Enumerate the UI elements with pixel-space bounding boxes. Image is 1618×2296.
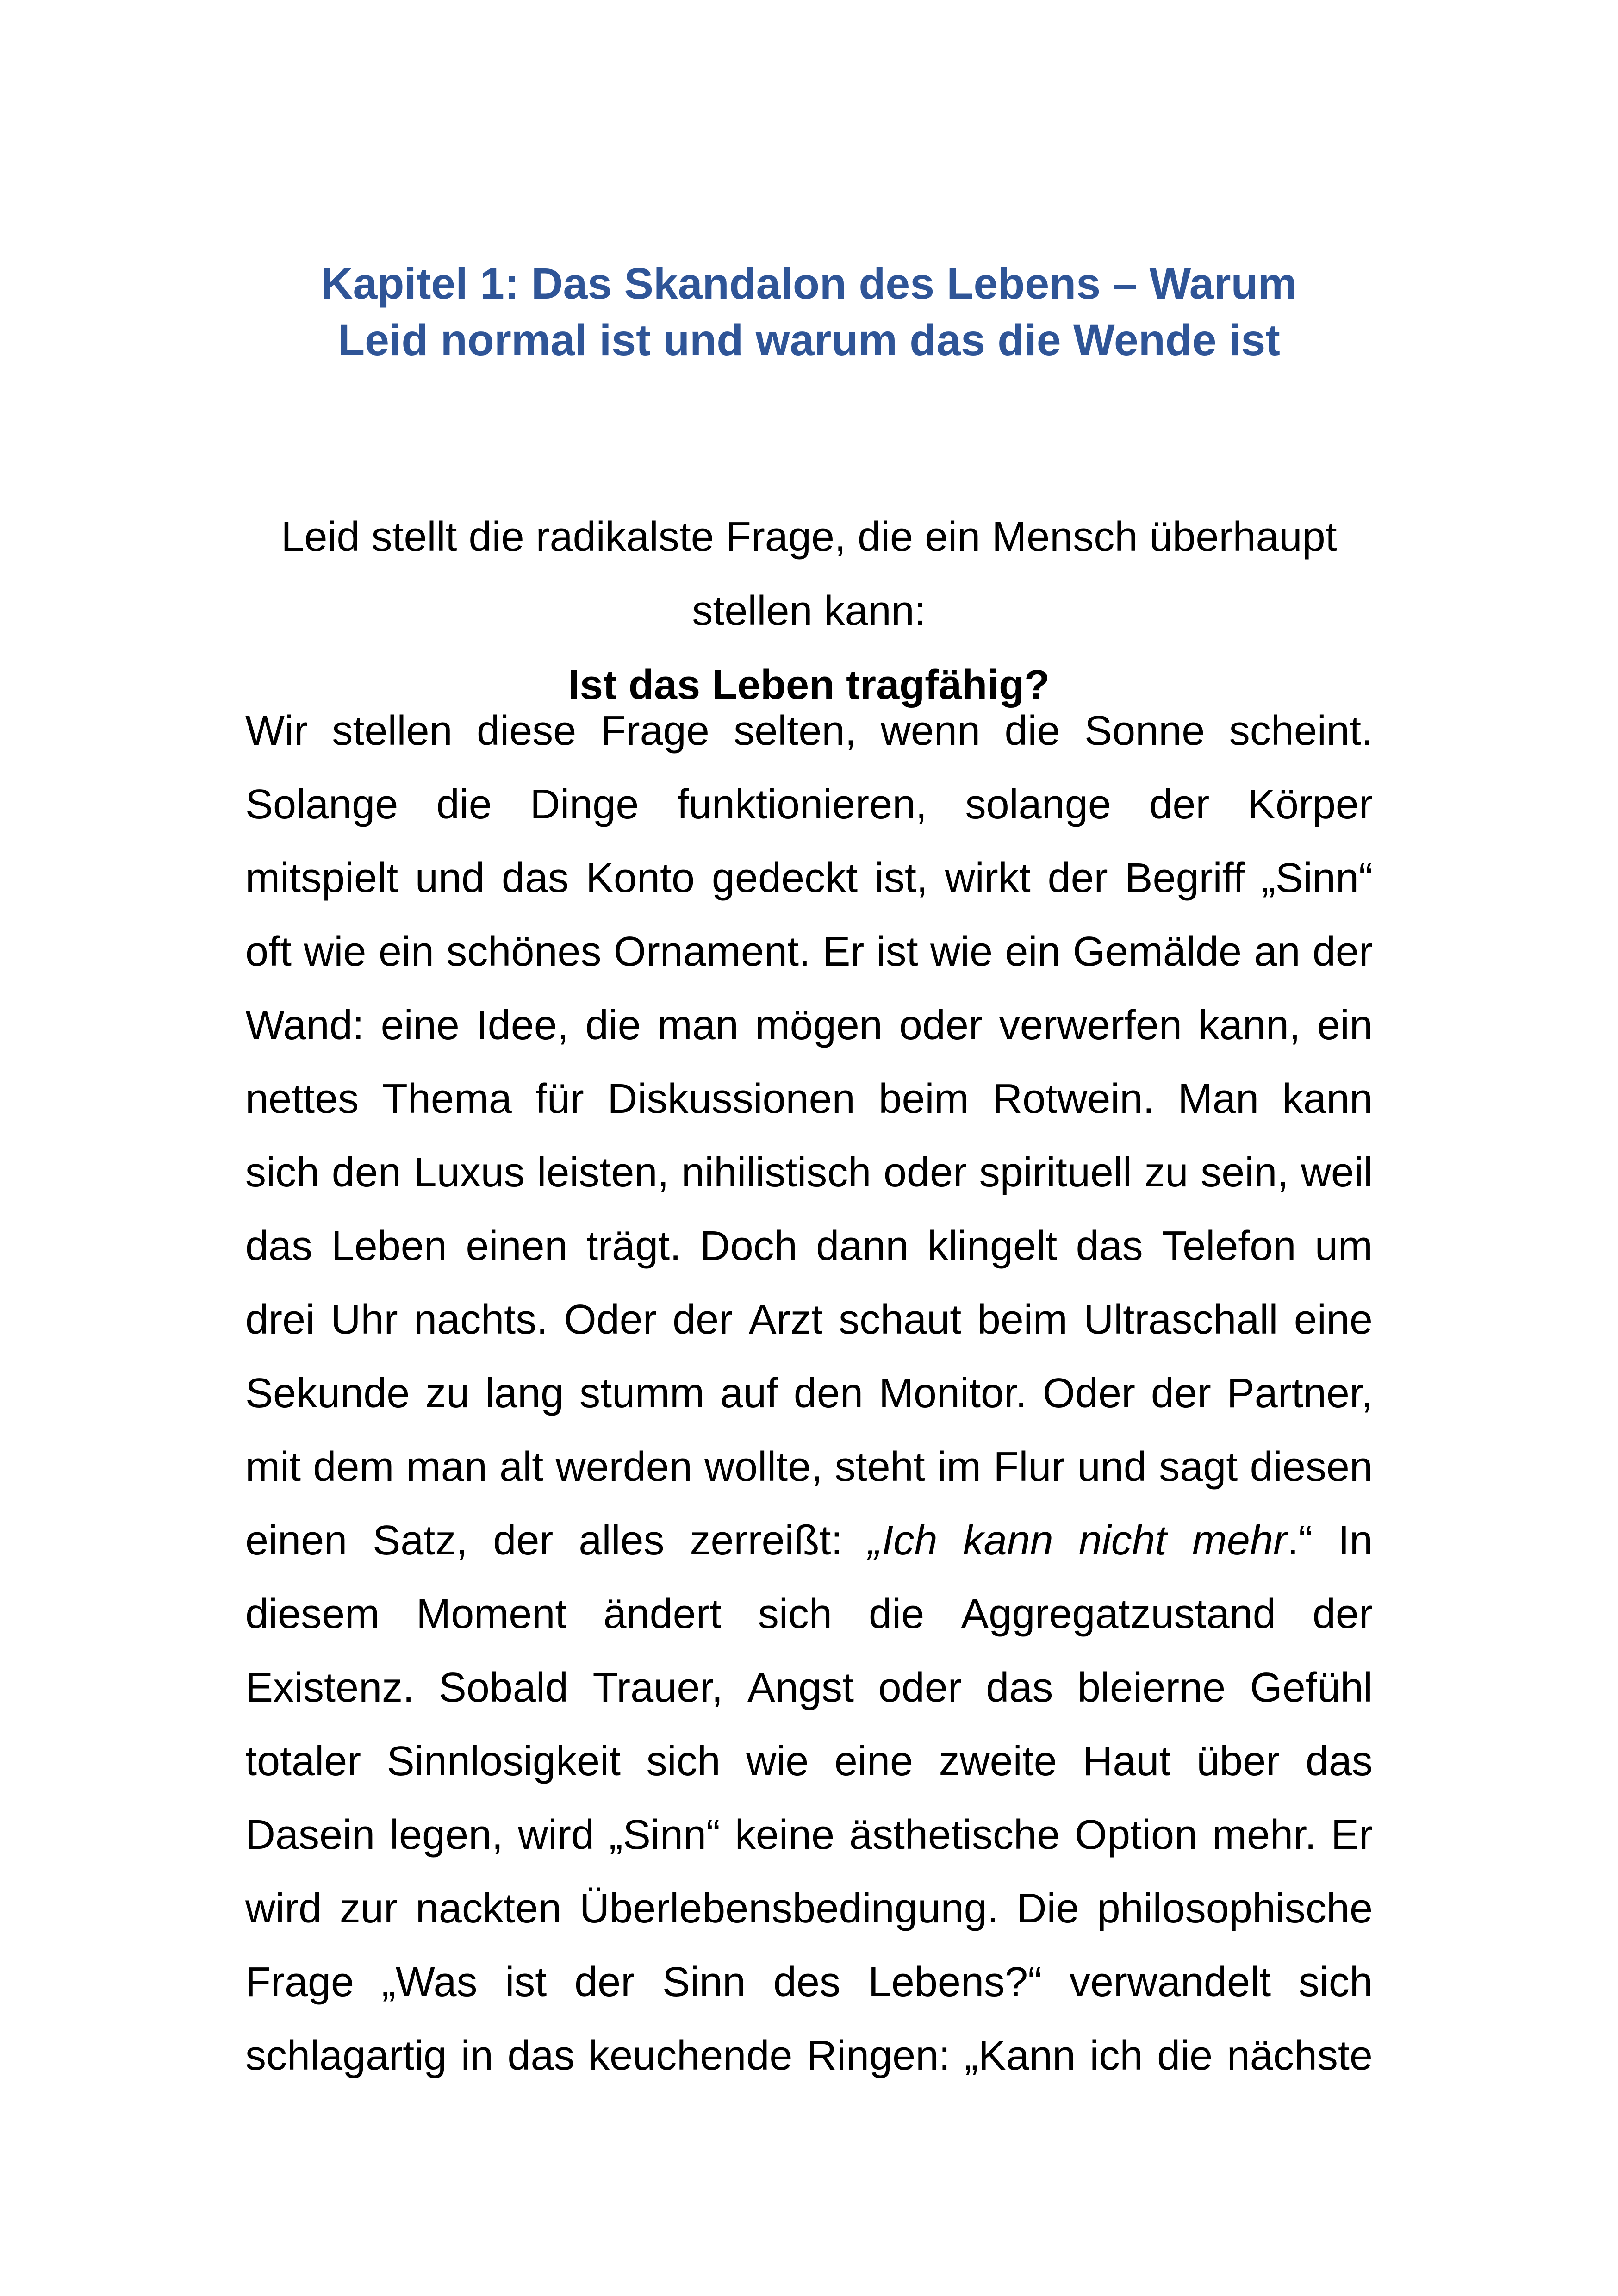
body-word: auf xyxy=(720,1370,778,1416)
body-word: Idee, xyxy=(476,1002,569,1048)
body-line xyxy=(245,694,1373,768)
body-line xyxy=(245,1430,1373,1504)
body-word: Frage xyxy=(600,708,709,754)
body-word: sich xyxy=(758,1591,832,1637)
body-word: Moment xyxy=(416,1591,567,1637)
intro-prefix: stellen kann: xyxy=(692,588,926,634)
body-word: Gefühl xyxy=(1250,1665,1373,1711)
body-word: Sekunde xyxy=(245,1370,410,1416)
body-word: oder xyxy=(899,1002,983,1048)
body-word: „Kann xyxy=(964,2033,1076,2079)
body-word: Er xyxy=(1331,1812,1373,1858)
body-word: im xyxy=(937,1444,981,1490)
body-word: keine xyxy=(734,1812,834,1858)
body-word: ist xyxy=(505,1959,547,2005)
body-word: die xyxy=(1004,708,1060,754)
body-word: diese xyxy=(477,708,577,754)
body-word: solange xyxy=(965,781,1111,828)
body-word: Thema xyxy=(382,1076,512,1122)
body-word: Er xyxy=(822,929,865,975)
body-word-italic: kann xyxy=(963,1517,1053,1564)
body-line xyxy=(245,1798,1373,1872)
body-word: steht xyxy=(834,1444,925,1490)
body-word: der xyxy=(574,1959,635,2005)
body-word: Ornament. xyxy=(613,929,810,975)
body-line xyxy=(245,1946,1373,2019)
body-word: des xyxy=(773,1959,840,2005)
body-word: schönes xyxy=(446,929,602,975)
body-line xyxy=(245,1872,1373,1946)
body-word: Aggregatzustand xyxy=(961,1591,1276,1637)
body-word: diesem xyxy=(245,1591,380,1637)
body-word: Solange xyxy=(245,781,398,828)
body-word: Option xyxy=(1074,1812,1198,1858)
body-word: an xyxy=(1254,929,1301,975)
body-word: lang xyxy=(485,1370,564,1416)
body-word: der xyxy=(672,1297,733,1343)
body-word: ein xyxy=(1005,929,1061,975)
body-word: Arzt xyxy=(748,1297,823,1343)
body-word: zweite xyxy=(939,1738,1057,1784)
body-word: und xyxy=(1077,1444,1147,1490)
body-word: Flur xyxy=(993,1444,1065,1490)
body-word: ein xyxy=(1317,1002,1373,1048)
body-word: die xyxy=(869,1591,925,1637)
body-word: Ringen: xyxy=(806,2033,951,2079)
body-word: Überlebensbedingung. xyxy=(579,1885,999,1932)
body-word: ist xyxy=(876,929,918,975)
body-word: zu xyxy=(1144,1149,1189,1196)
intro-question xyxy=(245,500,1373,722)
body-word: stumm xyxy=(579,1370,705,1416)
body-word: wollte, xyxy=(704,1444,823,1490)
body-word: „Sinn“ xyxy=(609,1812,720,1858)
body-word: das xyxy=(507,2033,575,2079)
chapter-title-line: Leid normal ist und warum das die Wende ist xyxy=(338,316,1280,365)
body-word: „Sinn“ xyxy=(1261,855,1373,901)
body-line xyxy=(245,915,1373,989)
body-word: wenn xyxy=(880,708,981,754)
body-word: ich xyxy=(1089,2033,1143,2079)
body-word: Rotwein. xyxy=(992,1076,1155,1122)
body-word: die xyxy=(585,1002,641,1048)
body-word: Angst xyxy=(747,1665,854,1711)
body-word: Oder xyxy=(564,1297,657,1343)
body-word: Monitor. xyxy=(878,1370,1027,1416)
body-word: Partner, xyxy=(1226,1370,1373,1416)
body-line xyxy=(245,1062,1373,1136)
body-word: nihilistisch xyxy=(681,1149,871,1196)
body-word-tail: .“ xyxy=(1287,1517,1313,1564)
body-word: eine xyxy=(380,1002,460,1048)
body-word: Körper xyxy=(1247,781,1373,828)
body-word: diesen xyxy=(1250,1444,1373,1490)
body-word-italic: „Ich xyxy=(868,1517,938,1564)
body-word: und xyxy=(415,855,485,901)
body-word: Dinge xyxy=(530,781,639,828)
body-word: einen xyxy=(245,1517,348,1564)
body-word: bleierne xyxy=(1077,1665,1226,1711)
body-word: die xyxy=(1157,2033,1213,2079)
body-word: der xyxy=(1149,781,1210,828)
body-word: Wand: xyxy=(245,1002,364,1048)
body-word: sagt xyxy=(1159,1444,1238,1490)
body-word: den xyxy=(331,1149,401,1196)
body-word: nachts. xyxy=(413,1297,548,1343)
body-word: Sobald xyxy=(438,1665,568,1711)
body-word: Sonne xyxy=(1084,708,1205,754)
body-word: mit xyxy=(245,1444,301,1490)
body-word: Satz, xyxy=(373,1517,468,1564)
body-word: eine xyxy=(1294,1297,1373,1343)
chapter-title xyxy=(245,256,1373,368)
body-word: In xyxy=(1338,1517,1373,1564)
body-word: Leben xyxy=(331,1223,447,1269)
body-word: das xyxy=(501,855,569,901)
body-word: einen xyxy=(466,1223,568,1269)
body-word: mitspielt xyxy=(245,855,398,901)
body-line xyxy=(245,1136,1373,1210)
body-word: das xyxy=(1305,1738,1373,1784)
body-word: weil xyxy=(1301,1149,1373,1196)
body-line xyxy=(245,1578,1373,1651)
body-word: oder xyxy=(878,1665,962,1711)
body-word: zur xyxy=(339,1885,398,1932)
body-word: totaler xyxy=(245,1738,361,1784)
body-word: um xyxy=(1314,1223,1373,1269)
body-word: kann xyxy=(1282,1076,1373,1122)
body-line xyxy=(245,2019,1373,2093)
body-word: man xyxy=(406,1444,487,1490)
body-word: klingelt xyxy=(927,1223,1058,1269)
body-word: Wir xyxy=(245,708,308,754)
body-word: Diskussionen xyxy=(607,1076,855,1122)
body-word: beim xyxy=(977,1297,1068,1343)
body-word: keuchende xyxy=(589,2033,793,2079)
body-word: Haut xyxy=(1083,1738,1171,1784)
body-word: das xyxy=(245,1223,313,1269)
body-word: spirituell xyxy=(979,1149,1132,1196)
intro-bold-question: Ist das Leben tragfähig? xyxy=(568,662,1050,708)
body-word: legen, xyxy=(390,1812,504,1858)
body-word: gedeckt xyxy=(711,855,858,901)
body-word: Sinn xyxy=(662,1959,746,2005)
body-word: verwandelt xyxy=(1069,1959,1271,2005)
body-word: wie xyxy=(304,929,367,975)
body-word: ändert xyxy=(603,1591,722,1637)
body-word: Sinnlosigkeit xyxy=(386,1738,621,1784)
body-word: ein xyxy=(378,929,434,975)
body-word: Frage xyxy=(245,1959,355,2005)
body-word: Gemälde xyxy=(1072,929,1242,975)
body-word: trägt. xyxy=(586,1223,682,1269)
body-word: eine xyxy=(834,1738,914,1784)
body-word: Konto xyxy=(585,855,695,901)
body-word: alt xyxy=(499,1444,544,1490)
body-line xyxy=(245,1283,1373,1357)
body-line xyxy=(245,1725,1373,1798)
body-word: über xyxy=(1196,1738,1280,1784)
body-word: philosophische xyxy=(1097,1885,1373,1932)
body-line xyxy=(245,842,1373,915)
body-word: sich xyxy=(1298,1959,1373,2005)
body-line xyxy=(245,1357,1373,1430)
body-word: leisten, xyxy=(537,1149,669,1196)
body-word: beim xyxy=(878,1076,969,1122)
body-word: Luxus xyxy=(413,1149,525,1196)
body-word: „Was xyxy=(381,1959,478,2005)
body-line xyxy=(245,768,1373,842)
body-word: nächste xyxy=(1226,2033,1373,2079)
body-word: stellen xyxy=(332,708,453,754)
body-word: mehr. xyxy=(1212,1812,1317,1858)
body-word: kann, xyxy=(1198,1002,1301,1048)
body-word: nackten xyxy=(415,1885,562,1932)
body-word: wie xyxy=(930,929,993,975)
body-word: wirkt xyxy=(945,855,1031,901)
body-line xyxy=(245,1651,1373,1725)
body-line xyxy=(245,1210,1373,1283)
body-word: werden xyxy=(555,1444,692,1490)
body-word: das xyxy=(1076,1223,1143,1269)
body-word: mögen xyxy=(755,1002,883,1048)
body-word: der xyxy=(493,1517,554,1564)
body-paragraph xyxy=(245,694,1373,2093)
body-word: Dasein xyxy=(245,1812,375,1858)
body-word: Uhr xyxy=(330,1297,398,1343)
body-word: scheint. xyxy=(1229,708,1373,754)
body-word: zerreißt: xyxy=(690,1517,843,1564)
body-word: zu xyxy=(425,1370,470,1416)
body-line xyxy=(245,1504,1373,1578)
body-word: sich xyxy=(646,1738,721,1784)
body-word: Begriff xyxy=(1125,855,1245,901)
body-word: für xyxy=(535,1076,584,1122)
body-word: ästhetische xyxy=(849,1812,1060,1858)
body-word: der xyxy=(1312,1591,1373,1637)
body-word: wird xyxy=(245,1885,322,1932)
chapter-title-line: Kapitel 1: Das Skandalon des Lebens – Warum xyxy=(321,259,1297,308)
body-word: sich xyxy=(245,1149,320,1196)
body-word: der xyxy=(1151,1370,1211,1416)
body-word: drei xyxy=(245,1297,315,1343)
body-word: das xyxy=(986,1665,1053,1711)
body-word: sein, xyxy=(1201,1149,1289,1196)
body-word: schaut xyxy=(839,1297,962,1343)
body-word: selten, xyxy=(734,708,857,754)
body-word: der xyxy=(1312,929,1373,975)
body-word-italic: nicht xyxy=(1078,1517,1167,1564)
body-word: Existenz. xyxy=(245,1665,415,1711)
body-word: dem xyxy=(313,1444,394,1490)
body-word: schlagartig xyxy=(245,2033,447,2079)
body-word: dann xyxy=(816,1223,909,1269)
body-word: Telefon xyxy=(1162,1223,1296,1269)
body-word-italic: mehr xyxy=(1192,1517,1287,1564)
body-word: Ultraschall xyxy=(1083,1297,1278,1343)
body-word: ist, xyxy=(874,855,928,901)
body-word: Man xyxy=(1178,1076,1259,1122)
body-word: den xyxy=(793,1370,864,1416)
intro-line: Leid stellt die radikalste Frage, die ein Mensch überhaupt xyxy=(281,514,1337,560)
body-word: Trauer, xyxy=(592,1665,723,1711)
body-word: der xyxy=(1047,855,1108,901)
body-word: Oder xyxy=(1042,1370,1135,1416)
body-word: oft xyxy=(245,929,292,975)
body-word: man xyxy=(657,1002,739,1048)
body-word: die xyxy=(436,781,492,828)
body-word: in xyxy=(461,2033,493,2079)
body-word: nettes xyxy=(245,1076,359,1122)
body-word: alles xyxy=(579,1517,665,1564)
body-word: Doch xyxy=(700,1223,797,1269)
body-word: funktionieren, xyxy=(677,781,927,828)
body-word xyxy=(1192,1504,1313,1578)
body-word: Die xyxy=(1016,1885,1079,1932)
body-word: verwerfen xyxy=(999,1002,1182,1048)
body-word: wird xyxy=(518,1812,595,1858)
body-word: Lebens?“ xyxy=(868,1959,1042,2005)
body-word: oder xyxy=(883,1149,967,1196)
body-line xyxy=(245,989,1373,1062)
body-word: wie xyxy=(746,1738,809,1784)
